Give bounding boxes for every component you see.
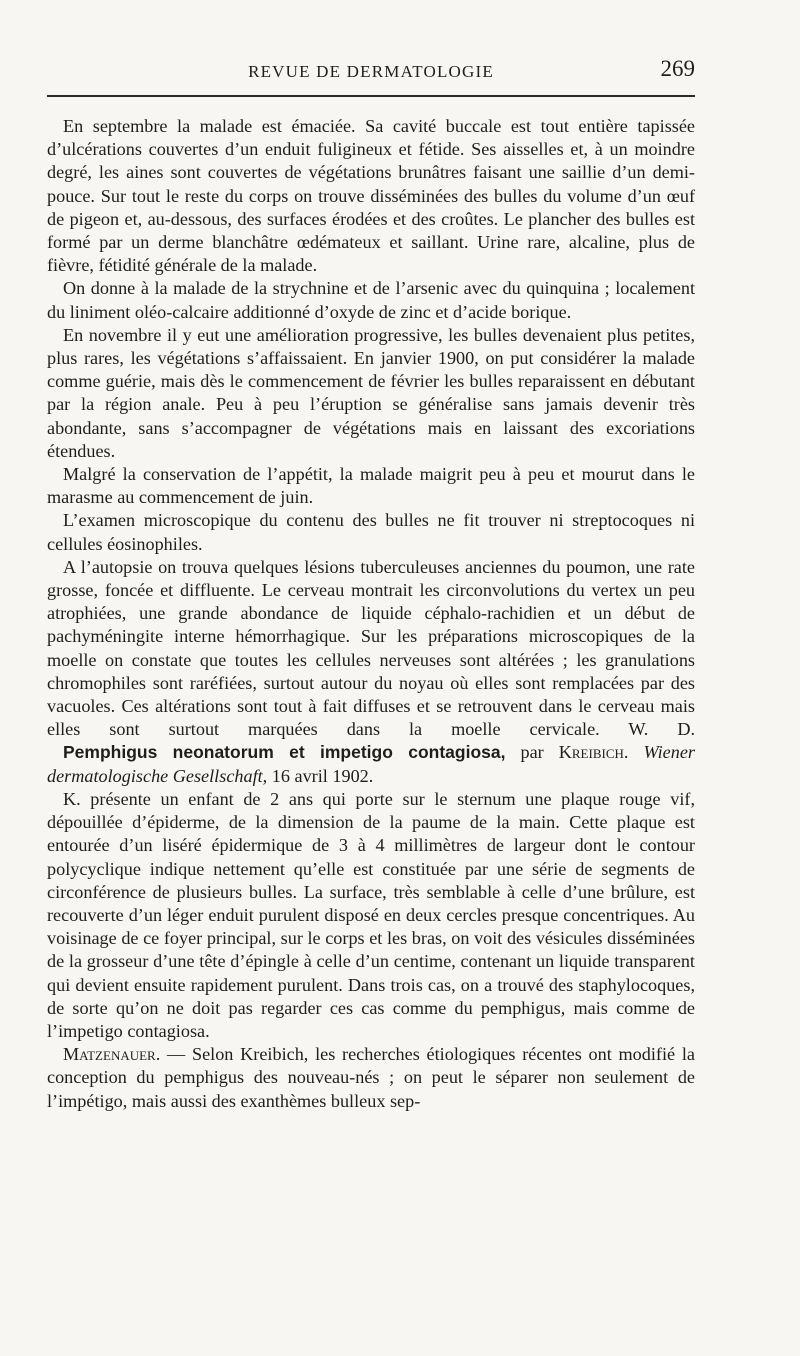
paragraph: En novembre il y eut une amélioration progressive, les bulles devenaient plus petites, plus rares, les végétations s’affaissaient. En janvier 1900, on put considérer la malade comme guérie, mais dès le commencement de février les bulles reparaissent en débutant par la région anale. Peu à peu l’éruption se généralise sans jamais devenir très abondante, sans s’accompagner de végétations mais en laissant des excoriations étendues.: [47, 324, 695, 461]
paragraph: A l’autopsie on trouva quelques lésions tuberculeuses anciennes du poumon, une rate grosse, foncée et diffluente. Le cerveau montrait les circonvolutions du vertex un peu atrophiées, une grande abondance de liquide céphalo-rachidien et un début de pachyméningite interne hémorrhagique. Sur les préparations microscopiques de la moelle on constate que toutes les cellules nerveuses sont altérées ; les granulations chromophiles sont raréfiées, surtout autour du noyau où elles sont remplacées par des vacuoles. Ces altérations sont tout à fait diffuses et se retrouvent dans le cerveau mais elles sont surtout marquées dans la moelle cervicale. W. D.: [47, 556, 695, 740]
discussant-name: Matzenauer.: [63, 1044, 161, 1065]
review-date: 16 avril 1902.: [267, 765, 374, 786]
review-by: par: [505, 742, 559, 763]
header-rule: [47, 95, 695, 97]
body-text: [47, 115, 695, 1113]
review-title: Pemphigus neonatorum et impetigo contagiosa,: [63, 742, 506, 763]
paragraph: En septembre la malade est émaciée. Sa cavité buccale est tout entière tapissée d’ulcérations couvertes d’un enduit fuligineux et fétide. Ses aisselles et, à un moindre degré, les aines sont couvertes de végétations brunâtres faisant une saillie d’un demi-pouce. Sur tout le reste du corps on trouve disséminées des bulles du volume d’un œuf de pigeon et, au-dessous, des surfaces érodées et des croûtes. Le plancher des bulles est formé par un derme blanchâtre œdémateux et saillant. Urine rare, alcaline, plus de fièvre, fétidité générale de la malade.: [47, 116, 695, 276]
page-number: 269: [660, 56, 695, 81]
running-title: REVUE DE DERMATOLOGIE: [248, 62, 494, 81]
page-header: [47, 56, 695, 90]
review-journal: Wiener dermatologische Gesellschaft,: [47, 742, 695, 786]
review-heading: [47, 741, 695, 787]
paragraph-final: [47, 1043, 695, 1113]
paragraph: Malgré la conservation de l’appétit, la malade maigrit peu à peu et mourut dans le marasme au commencement de juin.: [47, 464, 695, 508]
final-text: — Selon Kreibich, les recherches étiologiques récentes ont modifié la conception du pemphigus des nouveau-nés ; on peut le séparer non seulement de l’impétigo, mais aussi des exanthèmes bulleux sep-: [47, 1044, 695, 1111]
paragraph: K. présente un enfant de 2 ans qui porte sur le sternum une plaque rouge vif, dépouillée d’épiderme, de la dimension de la paume de la main. Cette plaque est entourée d’un liséré épidermique de 3 à 4 millimètres de largeur dont le contour polycyclique indique nettement qu’elle est constituée par une série de segments de circonférence de plusieurs bulles. La surface, très semblable à celle d’une brûlure, est recouverte d’un léger enduit purulent disposé en deux cercles presque concentriques. Au voisinage de ce foyer principal, sur le corps et les bras, on voit des vésicules disséminées de la grosseur d’une tête d’épingle à celle d’un centime, contenant un liquide transparent qui devient ensuite rapidement purulent. Dans trois cas, on a trouvé des staphylocoques, de sorte qu’on ne doit pas regarder ces cas comme du pemphigus, mais comme de l’impetigo contagiosa.: [47, 788, 695, 1041]
paragraph: On donne à la malade de la strychnine et de l’arsenic avec du quinquina ; localement du liniment oléo-calcaire additionné d’oxyde de zinc et d’acide borique.: [47, 278, 695, 322]
review-author: Kreibich.: [558, 742, 629, 763]
paragraph: L’examen microscopique du contenu des bulles ne fit trouver ni streptocoques ni cellules éosinophiles.: [47, 510, 695, 554]
